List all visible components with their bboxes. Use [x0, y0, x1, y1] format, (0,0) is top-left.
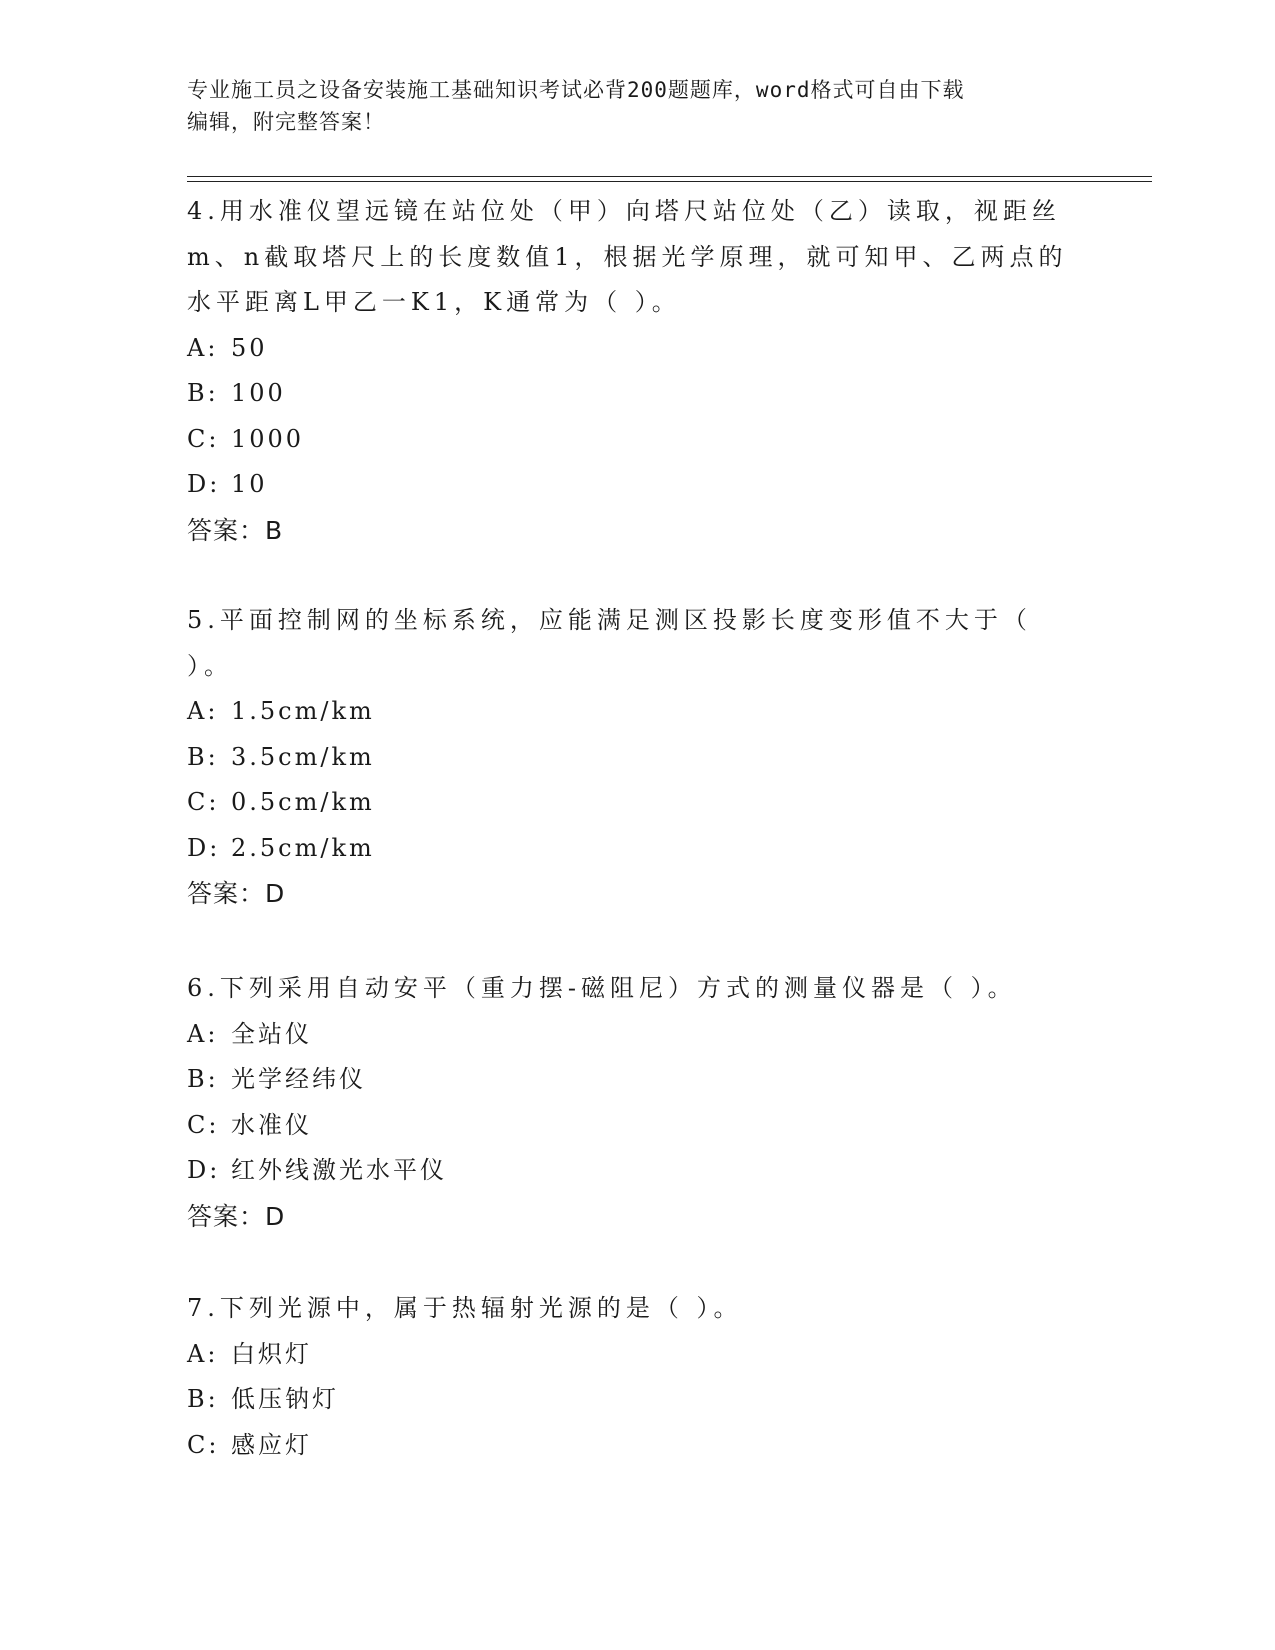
option-a: [187, 689, 1087, 735]
option-key: D:: [187, 470, 221, 498]
option-key: D:: [187, 833, 221, 862]
option-key: A:: [187, 1339, 219, 1368]
option-text: 1000: [231, 424, 305, 453]
option-text: 白炽灯: [231, 1339, 312, 1368]
option-text: 感应灯: [231, 1430, 312, 1459]
answer: 答案：D: [187, 879, 286, 908]
option-d: [187, 462, 1087, 508]
option-c: [187, 1103, 1087, 1149]
option-b: [187, 1377, 1087, 1423]
option-key: C:: [187, 788, 220, 816]
option-key: C:: [187, 1430, 220, 1459]
question-stem: 6.下列采用自动安平（重力摆-磁阻尼）方式的测量仪器是（ ）。: [187, 974, 1017, 1002]
question-6: [187, 966, 1087, 1239]
option-text: 水准仪: [231, 1110, 312, 1139]
answer: 答案：D: [187, 1201, 286, 1231]
option-key: A:: [187, 1019, 219, 1048]
answer: 答案：B: [187, 515, 284, 545]
option-b: [187, 1057, 1087, 1103]
option-d: [187, 1148, 1087, 1194]
option-b: [187, 735, 1087, 781]
option-c: [187, 417, 1087, 463]
option-text: 低压钠灯: [231, 1385, 339, 1413]
option-key: B:: [187, 379, 219, 407]
option-c: [187, 780, 1087, 826]
option-text: 2.5cm/km: [231, 833, 375, 862]
option-text: 50: [231, 333, 268, 362]
option-text: 光学经纬仪: [231, 1065, 366, 1093]
option-text: 100: [231, 379, 286, 407]
question-7: [187, 1286, 1087, 1468]
option-text: 3.5cm/km: [231, 742, 375, 771]
option-text: 10: [231, 470, 268, 498]
question-stem: 5.平面控制网的坐标系统，应能满足测区投影长度变形值不大于（ ）。: [187, 606, 1032, 680]
option-text: 红外线激光水平仪: [231, 1156, 447, 1184]
option-c: [187, 1423, 1087, 1469]
header-divider-bottom: [187, 181, 1152, 182]
option-a: [187, 326, 1087, 372]
question-4: [187, 189, 1087, 553]
option-text: 0.5cm/km: [231, 788, 375, 816]
option-key: C:: [187, 424, 220, 453]
header-divider-top: [187, 176, 1152, 177]
option-d: [187, 826, 1087, 872]
header-line-1: 专业施工员之设备安装施工基础知识考试必背200题题库，word格式可自由下载: [187, 78, 965, 102]
option-text: 全站仪: [231, 1019, 312, 1048]
option-key: B:: [187, 1065, 219, 1093]
option-key: D:: [187, 1156, 221, 1184]
option-key: A:: [187, 697, 219, 725]
question-stem: 4.用水准仪望远镜在站位处（甲）向塔尺站位处（乙）读取，视距丝m、n截取塔尺上的长度数值1，根据光学原理，就可知甲、乙两点的水平距离L甲乙一K1，K通常为（ ）。: [187, 197, 1068, 316]
option-key: B:: [187, 1385, 219, 1413]
option-a: [187, 1332, 1087, 1378]
option-text: 1.5cm/km: [231, 697, 375, 725]
option-a: [187, 1012, 1087, 1058]
option-key: B:: [187, 742, 219, 771]
question-stem: 7.下列光源中，属于热辐射光源的是（ ）。: [187, 1294, 743, 1322]
option-key: A:: [187, 333, 219, 362]
option-key: C:: [187, 1110, 220, 1139]
header-line-2: 编辑，附完整答案！: [187, 110, 385, 134]
question-5: [187, 598, 1087, 917]
option-b: [187, 371, 1087, 417]
document-header: [187, 74, 1087, 138]
